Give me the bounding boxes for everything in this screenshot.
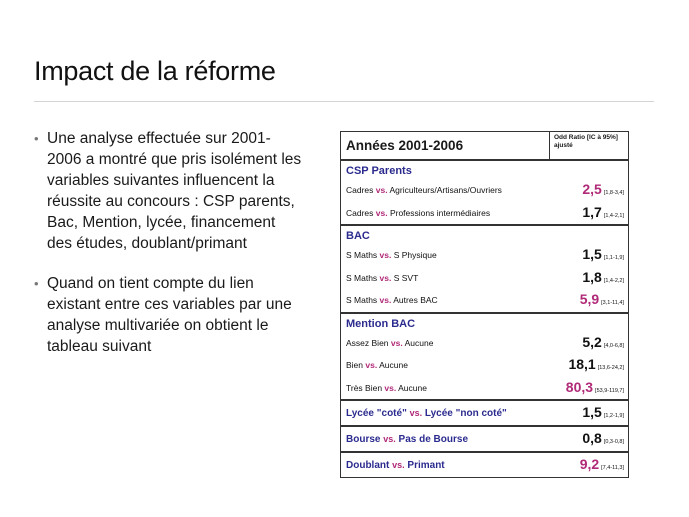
table-row [341, 202, 628, 225]
odds-ratio-value: 5,9 [579, 291, 600, 308]
row-value [550, 291, 628, 309]
comparison-group: Cadres [346, 185, 376, 196]
reference-group: Aucune [396, 382, 427, 393]
row-comparison-label [346, 273, 550, 283]
odds-ratio-value: 1,5 [582, 404, 602, 420]
vs-label: vs. [409, 407, 423, 418]
reference-group: S Physique [391, 250, 437, 261]
table-row [341, 401, 628, 425]
odds-ratio-table [340, 131, 629, 478]
table-section [341, 226, 628, 314]
bullet-item [34, 273, 304, 357]
odds-ratio-value: 18,1 [568, 356, 596, 373]
reference-group: Agriculteurs/Artisans/Ouvriers [387, 185, 502, 196]
vs-label: vs. [384, 382, 397, 393]
table-body [341, 161, 628, 477]
row-comparison-label [346, 434, 550, 445]
vs-label: vs. [392, 459, 405, 470]
table-section [341, 401, 628, 427]
odds-ratio-value: 2,5 [582, 181, 602, 198]
table-row [341, 332, 628, 355]
table-row [341, 289, 628, 312]
vs-label: vs. [375, 207, 388, 218]
reference-group: Aucune [377, 360, 408, 371]
section-title: BAC [346, 230, 370, 242]
row-comparison-label [346, 185, 550, 195]
title-divider [34, 101, 654, 102]
table-header-years: Années 2001-2006 [341, 132, 550, 159]
odds-ratio-value: 0,8 [582, 430, 602, 446]
row-comparison-label [346, 250, 550, 260]
confidence-interval: [1,4-2,1] [603, 212, 624, 219]
row-value [550, 269, 628, 287]
comparison-group: S Maths [346, 272, 380, 283]
row-comparison-label [346, 408, 550, 419]
comparison-group: Cadres [346, 207, 376, 218]
row-comparison-label [346, 338, 550, 348]
bullet-item [34, 128, 304, 254]
vs-label: vs. [375, 185, 388, 196]
row-comparison-label [346, 360, 550, 370]
table-row [341, 179, 628, 202]
table-row [341, 453, 628, 477]
row-value [550, 456, 628, 474]
table-section [341, 427, 628, 453]
confidence-interval: [1,4-2,2] [603, 277, 624, 284]
section-title: Mention BAC [346, 317, 416, 330]
comparison-group: Doublant [346, 459, 393, 471]
vs-label: vs. [365, 360, 378, 371]
bullet-dot-icon: • [34, 276, 39, 291]
slide-title: Impact de la réforme [34, 56, 276, 86]
odds-ratio-value: 5,2 [582, 333, 602, 350]
table-row [341, 244, 628, 267]
confidence-interval: [0,3-0,8] [603, 439, 624, 445]
comparison-group: S Maths [346, 250, 380, 261]
table-section [341, 314, 628, 402]
row-value [550, 181, 628, 199]
reference-group: Autres BAC [391, 295, 438, 306]
row-comparison-label [346, 460, 550, 471]
confidence-interval: [13,6-24,2] [597, 365, 624, 372]
reference-group: Lycée "non coté" [422, 407, 507, 419]
odds-ratio-value: 9,2 [579, 456, 600, 472]
row-value [550, 356, 628, 374]
vs-label: vs. [379, 272, 392, 283]
vs-label: vs. [383, 433, 396, 444]
row-value [550, 430, 628, 448]
bullet-list [34, 128, 304, 357]
row-value [550, 204, 628, 222]
row-comparison-label [346, 295, 550, 305]
row-comparison-label [346, 208, 550, 218]
confidence-interval: [1,8-3,4] [603, 190, 624, 197]
comparison-group: Bourse [346, 433, 384, 445]
row-comparison-label [346, 383, 550, 393]
comparison-group: Très Bien [346, 382, 385, 393]
comparison-group: S Maths [346, 295, 380, 306]
reference-group: Primant [404, 459, 445, 471]
reference-group: Professions intermédiaires [387, 207, 491, 218]
comparison-group: Lycée "coté" [346, 407, 410, 419]
row-value [550, 246, 628, 264]
table-header-odds-ratio: Odd Ratio [IC à 95%] ajusté [554, 134, 618, 149]
confidence-interval: [53,9-119,7] [595, 387, 624, 394]
reference-group: S SVT [391, 272, 419, 283]
confidence-interval: [1,1-1,9] [603, 255, 624, 262]
bullet-dot-icon: • [34, 131, 39, 146]
bullet-text: Quand on tient compte du lien existant entre ces variables par une analyse multivariée on obtient le tableau suivant [47, 275, 292, 355]
odds-ratio-value: 80,3 [565, 378, 594, 395]
row-value [550, 334, 628, 352]
vs-label: vs. [390, 337, 403, 348]
table-row [341, 377, 628, 400]
comparison-group: Assez Bien [346, 337, 391, 348]
confidence-interval: [7,4-11,3] [601, 465, 624, 471]
section-title: CSP Parents [346, 165, 412, 177]
comparison-group: Bien [346, 360, 366, 371]
odds-ratio-value: 1,8 [582, 268, 602, 285]
bullet-text: Une analyse effectuée sur 2001-2006 a montré que pris isolément les variables suivantes influencent la réussite au concours : CSP parents, Bac, Mention, lycée, financement des études, doublant/primant [47, 130, 302, 252]
confidence-interval: [4,0-6,8] [603, 342, 624, 349]
row-value [550, 379, 628, 397]
table-header [341, 132, 628, 161]
confidence-interval: [1,2-1,9] [603, 413, 624, 419]
confidence-interval: [3,1-11,4] [601, 300, 624, 307]
vs-label: vs. [379, 295, 392, 306]
reference-group: Pas de Bourse [395, 433, 469, 445]
reference-group: Aucune [402, 337, 434, 348]
row-value [550, 404, 628, 422]
odds-ratio-value: 1,7 [582, 203, 602, 220]
table-row [341, 354, 628, 377]
table-row [341, 267, 628, 290]
vs-label: vs. [379, 250, 392, 261]
table-section [341, 161, 628, 226]
table-row [341, 427, 628, 451]
table-section [341, 453, 628, 477]
odds-ratio-value: 1,5 [582, 246, 602, 263]
